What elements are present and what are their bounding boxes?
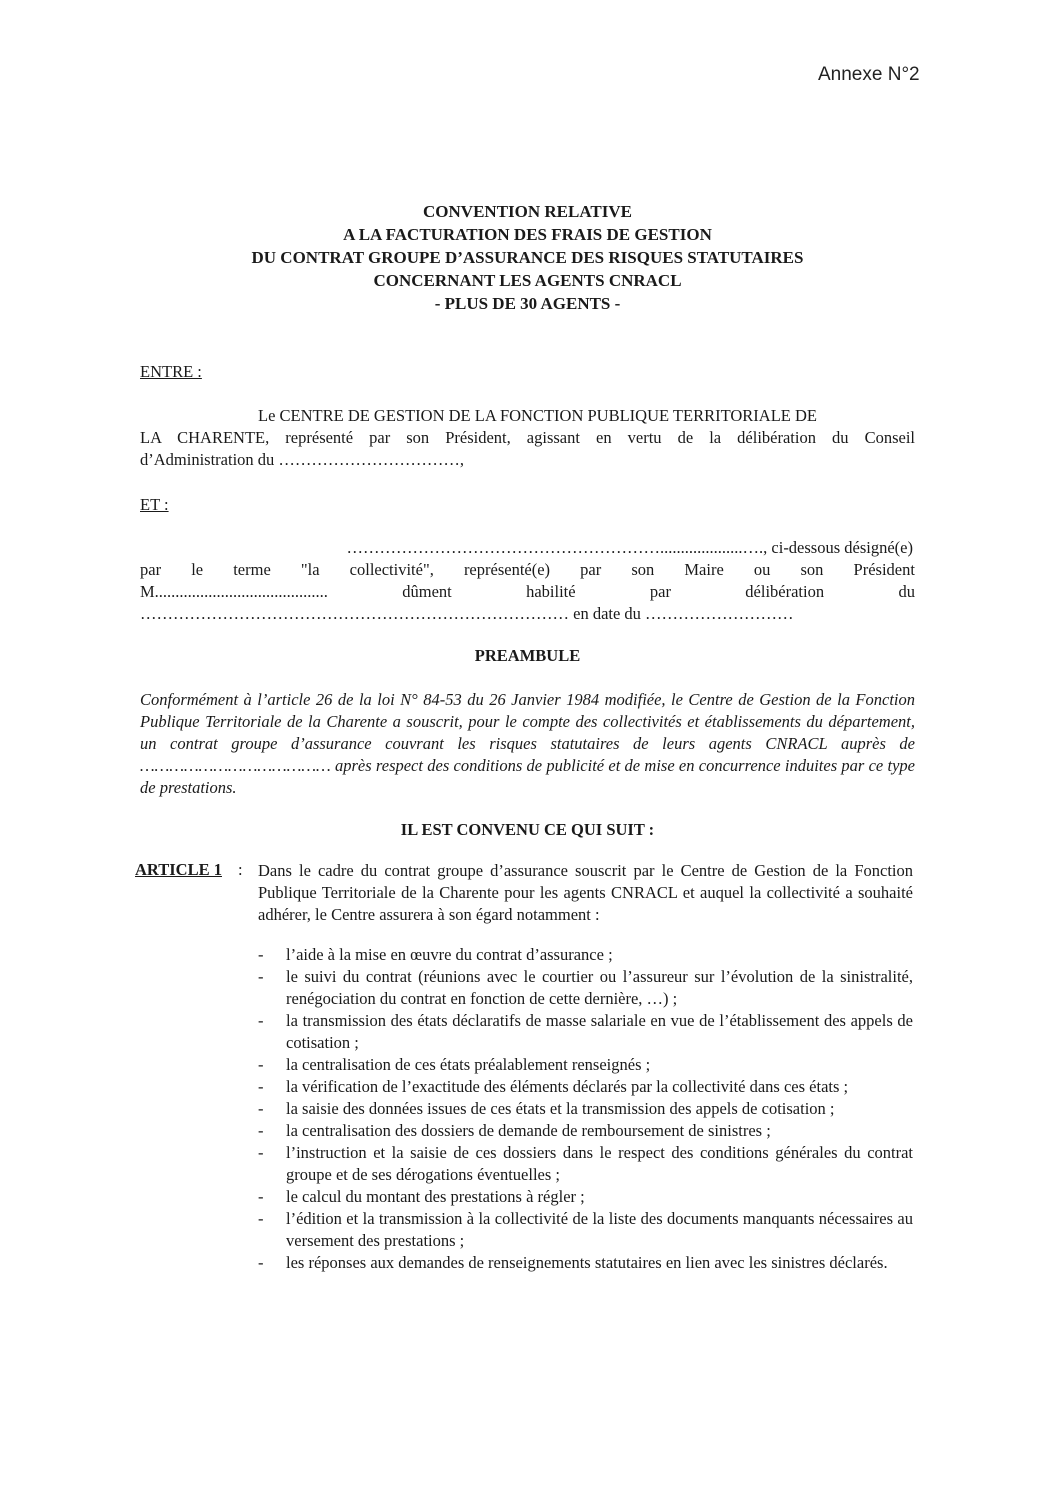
word: collectivité",	[349, 560, 434, 579]
title-line: CONCERNANT LES AGENTS CNRACL	[373, 271, 682, 290]
dash-marker: -	[258, 1121, 264, 1140]
word: son	[800, 560, 824, 579]
article-1-colon: :	[238, 860, 243, 879]
et-line: …………………………………………………………………… en date du ………………………	[140, 604, 794, 623]
title-line: A LA FACTURATION DES FRAIS DE GESTION	[343, 225, 712, 244]
list-item-text: les réponses aux demandes de renseignements statutaires en lien avec les sinistres déclarés.	[286, 1253, 888, 1272]
dash-marker: -	[258, 1187, 264, 1206]
word: par	[140, 560, 162, 579]
article-1-list	[258, 944, 913, 1274]
title-line: DU CONTRAT GROUPE D’ASSURANCE DES RISQUES STATUTAIRES	[251, 248, 804, 267]
preambule-heading: PREAMBULE	[474, 646, 581, 665]
dash-marker: -	[258, 1099, 264, 1118]
list-item	[258, 1054, 913, 1076]
dash-marker: -	[258, 1209, 264, 1228]
list-item-text: le suivi du contrat (réunions avec le courtier ou l’assureur sur l’évolution de la sinistralité, renégociation du contrat en fonction de cette dernière, …) ;	[286, 967, 913, 1008]
list-item-text: la vérification de l’exactitude des éléments déclarés par la collectivité dans ces états ;	[286, 1077, 849, 1096]
dash-marker: -	[258, 967, 264, 986]
list-item-text: la transmission des états déclaratifs de masse salariale en vue de l’établissement des appels de cotisation ;	[286, 1011, 913, 1052]
dash-marker: -	[258, 1011, 264, 1030]
word: par	[580, 560, 602, 579]
word: Président	[853, 560, 915, 579]
list-item	[258, 1186, 913, 1208]
list-item	[258, 1120, 913, 1142]
list-item	[258, 1252, 913, 1274]
entre-label: ENTRE :	[140, 362, 202, 381]
word: "la	[300, 560, 320, 579]
article-1-label: ARTICLE 1	[135, 860, 222, 879]
convenu-heading: IL EST CONVENU CE QUI SUIT :	[400, 820, 655, 839]
word: son	[631, 560, 655, 579]
list-item-text: la centralisation de ces états préalablement renseignés ;	[286, 1055, 651, 1074]
word: Maire	[684, 560, 724, 579]
entre-line: Le CENTRE DE GESTION DE LA FONCTION PUBLIQUE TERRITORIALE DE	[258, 406, 817, 425]
dash-marker: -	[258, 1253, 264, 1272]
title-line: - PLUS DE 30 AGENTS -	[434, 294, 621, 313]
list-item	[258, 1208, 913, 1252]
title-line: CONVENTION RELATIVE	[423, 202, 632, 221]
list-item-text: l’instruction et la saisie de ces dossiers dans le respect des conditions générales du contrat groupe et de ses dérogations éventuelles ;	[286, 1143, 913, 1184]
list-item-text: l’aide à la mise en œuvre du contrat d’assurance ;	[286, 945, 613, 964]
document-title	[140, 200, 915, 315]
word: terme	[233, 560, 271, 579]
word: M..........................................	[140, 582, 328, 601]
list-item	[258, 1010, 913, 1054]
list-item	[258, 944, 913, 966]
list-item-text: l’édition et la transmission à la collectivité de la liste des documents manquants nécessaires au versement des prestations ;	[286, 1209, 913, 1250]
list-item-text: le calcul du montant des prestations à régler ;	[286, 1187, 585, 1206]
word: habilité	[526, 582, 576, 601]
article-1-text: Dans le cadre du contrat groupe d’assurance souscrit par le Centre de Gestion de la Fonction Publique Territoriale de la Charente pour les agents CNRACL et auquel la collectivité a souhaité adhérer, le Centre assurera à son égard notamment :	[258, 861, 913, 924]
preambule-text: Conformément à l’article 26 de la loi N° 84-53 du 26 Janvier 1984 modifiée, le Centre de Gestion de la Fonction Publique Territoriale de la Charente a souscrit, pour le compte des collectivités et établissements du département, un contrat groupe d’assurance couvrant les risques statutaires de leurs agents CNRACL auprès de ………………………………… après respect des conditions de publicité et de mise en concurrence induites par ce type de prestations.	[140, 690, 915, 797]
word: le	[191, 560, 204, 579]
dash-marker: -	[258, 1055, 264, 1074]
word: représenté(e)	[463, 560, 551, 579]
dash-marker: -	[258, 945, 264, 964]
entre-line: d’Administration du ……………………………,	[140, 450, 465, 469]
word: délibération	[745, 582, 825, 601]
list-item-text: la saisie des données issues de ces états et la transmission des appels de cotisation ;	[286, 1099, 835, 1118]
list-item-text: la centralisation des dossiers de demande de remboursement de sinistres ;	[286, 1121, 771, 1140]
word: par	[649, 582, 671, 601]
list-item	[258, 1076, 913, 1098]
list-item	[258, 966, 913, 1010]
word: dûment	[402, 582, 452, 601]
dash-marker: -	[258, 1077, 264, 1096]
annexe-label: Annexe N°2	[818, 64, 920, 85]
dash-marker: -	[258, 1143, 264, 1162]
word: ou	[753, 560, 771, 579]
list-item	[258, 1098, 913, 1120]
et-label: ET :	[140, 495, 169, 514]
et-line	[140, 559, 915, 581]
entre-line: LA CHARENTE, représenté par son Président, agissant en vertu de la délibération du Conseil	[140, 428, 915, 447]
word: du	[898, 582, 915, 601]
list-item	[258, 1142, 913, 1186]
et-line	[140, 581, 915, 603]
et-line: …………………………………………………....................…., ci-dessous désigné(e)	[346, 538, 913, 557]
